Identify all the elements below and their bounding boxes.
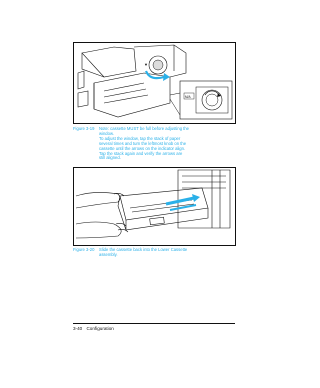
insertion-arrow-icon bbox=[166, 194, 200, 210]
figure-3-19-caption bbox=[99, 127, 235, 161]
page-number: 3-40 bbox=[73, 326, 83, 331]
figure-3-20-label: Figure 3-20 bbox=[73, 247, 95, 252]
caption-line: still aligned. bbox=[99, 155, 121, 161]
caption-line: window. bbox=[99, 130, 114, 136]
cassette-insertion-illustration bbox=[74, 168, 235, 245]
caption-line: assembly. bbox=[99, 251, 118, 257]
caption-line: several times and turn the leftmost knob on the bbox=[99, 140, 187, 146]
caption-line: cassette until the arrows on the indicator align. bbox=[99, 145, 186, 151]
section-title: Configuration bbox=[86, 326, 114, 331]
figure-3-19-illustration bbox=[73, 42, 236, 124]
right-arm bbox=[76, 222, 121, 238]
figure-3-20-illustration bbox=[73, 167, 236, 246]
cassette-knob-icon bbox=[149, 56, 167, 74]
figure-3-20-caption bbox=[99, 248, 235, 258]
caption-line: Note: cassette MUST be full before adjusting the bbox=[99, 126, 190, 131]
left-arm bbox=[76, 192, 120, 208]
figure-3-19-label: Figure 3-19 bbox=[73, 126, 95, 131]
mark-inset: M/A bbox=[185, 95, 191, 99]
cassette-tray bbox=[120, 188, 208, 220]
printer-panel bbox=[82, 47, 136, 77]
footer-divider bbox=[73, 323, 235, 324]
page-footer bbox=[73, 326, 114, 331]
caption-line: Slide the cassette back into the Lower Cassette bbox=[99, 247, 188, 252]
caption-line: To adjust the window, tap the stack of paper bbox=[99, 135, 181, 141]
cassette-label bbox=[150, 217, 165, 225]
cassette-body bbox=[94, 73, 170, 117]
caption-line: Tap the stack again and verify the arrows are bbox=[99, 150, 183, 156]
cassette-knob-illustration bbox=[74, 43, 235, 123]
mark-top: ▼ bbox=[144, 62, 148, 67]
adjustment-knob-icon bbox=[202, 90, 222, 110]
indicator-inset bbox=[170, 81, 232, 119]
